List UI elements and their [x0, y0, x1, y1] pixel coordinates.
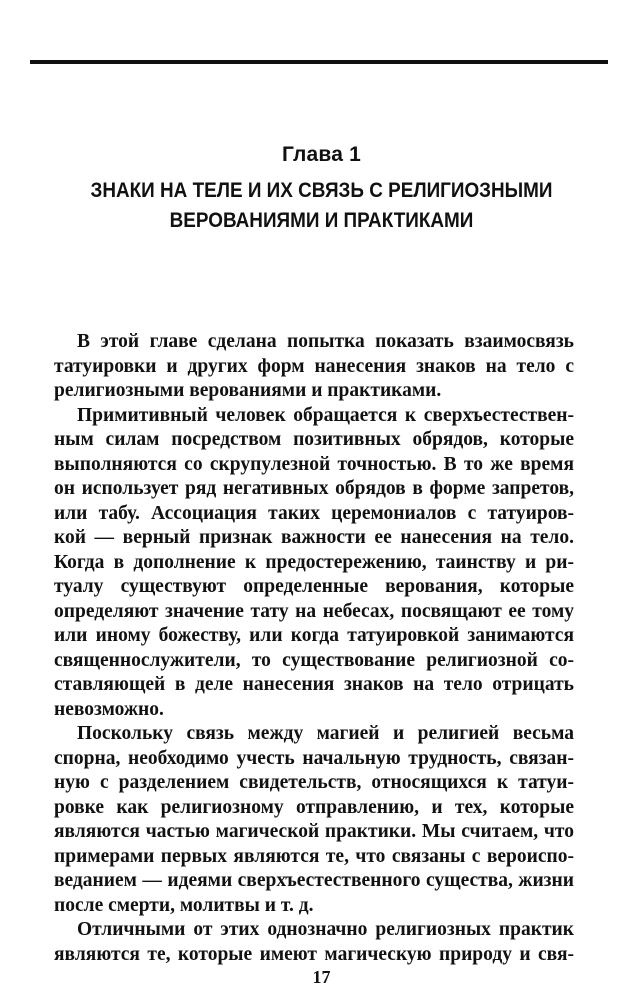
text-line: или табу. Ассоциация таких церемониалов с татуиров- [54, 503, 574, 524]
text-line: Примитивный человек обращается к сверхъестествен- [77, 405, 574, 426]
chapter-title [68, 176, 575, 236]
text-line: В этой главе сделана попытка показать взаимосвязь [77, 331, 574, 352]
text-line: ровке как религиозному отправлению, и тех, которые [54, 797, 574, 818]
text-line: являются те, которые имеют магическую природу и свя- [54, 944, 574, 965]
text-line: после смерти, молитвы и т. д. [54, 895, 314, 916]
text-line: Когда в дополнение к предостережению, таинству и ри- [54, 552, 574, 573]
text-line: ным силам посредством позитивных обрядов, которые [54, 429, 574, 450]
text-line: примерами первых являются те, что связаны с вероиспо- [54, 846, 574, 867]
text-line: кой — верный признак важности ее нанесения на тело. [54, 527, 574, 548]
text-line: определяют значение тату на небесах, посвящают ее тому [54, 601, 574, 622]
text-line: Отличными от этих однозначно религиозных практик [77, 919, 574, 940]
text-line: он использует ряд негативных обрядов в форме запретов, [54, 478, 574, 499]
text-line: выполняются со скрупулезной точностью. В то же время [54, 454, 574, 475]
chapter-title-line: ЗНАКИ НА ТЕЛЕ И ИХ СВЯЗЬ С РЕЛИГИОЗНЫМИ [90, 179, 553, 202]
header-rule [30, 60, 608, 64]
chapter-label: Глава 1 [281, 143, 362, 166]
page-number: 17 [312, 967, 331, 987]
text-line: ную с разделением свидетельств, относящихся к татуи- [54, 772, 574, 793]
text-line: спорна, необходимо учесть начальную трудность, связан- [54, 748, 574, 769]
text-line: туалу существуют определенные верования, которые [54, 576, 574, 597]
text-line: татуировки и других форм нанесения знаков на тело с [54, 356, 574, 377]
text-line: священнослужители, то существование религиозной со- [54, 650, 574, 671]
text-line: религиозными верованиями и практиками. [54, 380, 442, 401]
text-line: ставляющей в деле нанесения знаков на тело отрицать [54, 674, 574, 695]
chapter-title-line: ВЕРОВАНИЯМИ И ПРАКТИКАМИ [169, 209, 474, 232]
text-line: Поскольку связь между магией и религией весьма [77, 723, 574, 744]
text-line: являются частью магической практики. Мы считаем, что [54, 821, 574, 842]
text-line: невозможно. [54, 699, 164, 720]
text-line: или иному божеству, или когда татуировкой занимаются [54, 625, 574, 646]
text-line: веданием — идеями сверхъестественного существа, жизни [54, 870, 574, 891]
